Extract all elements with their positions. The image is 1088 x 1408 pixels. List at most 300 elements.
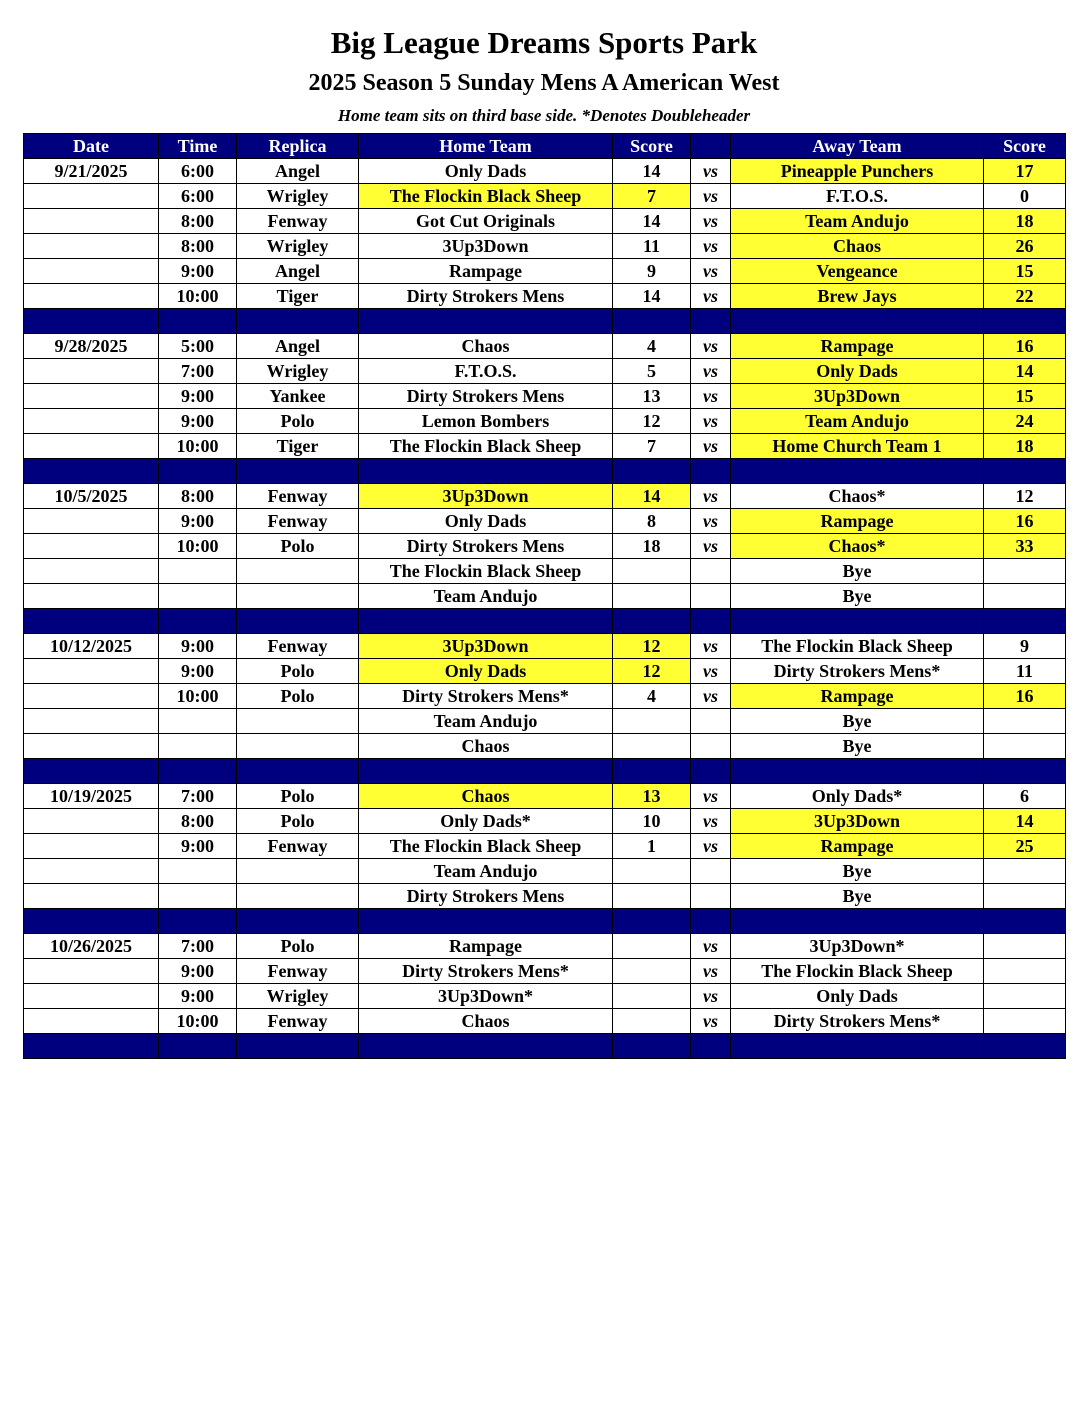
replica-cell <box>237 734 359 759</box>
time-cell: 9:00 <box>159 834 237 859</box>
home-team-cell: Lemon Bombers <box>359 409 613 434</box>
home-score-cell <box>613 984 691 1009</box>
separator-cell <box>359 759 613 784</box>
home-score-cell: 14 <box>613 484 691 509</box>
replica-cell <box>237 709 359 734</box>
home-team-cell: Chaos <box>359 784 613 809</box>
replica-cell <box>237 559 359 584</box>
away-score-cell <box>984 859 1066 884</box>
away-score-cell <box>984 734 1066 759</box>
home-team-cell: Only Dads <box>359 159 613 184</box>
home-team-cell: The Flockin Black Sheep <box>359 559 613 584</box>
vs-cell: vs <box>691 809 731 834</box>
home-team-cell: Chaos <box>359 334 613 359</box>
date-cell <box>24 509 159 534</box>
date-cell <box>24 284 159 309</box>
away-team-cell: Only Dads <box>731 359 984 384</box>
vs-cell: vs <box>691 409 731 434</box>
separator-cell <box>24 909 159 934</box>
game-row <box>24 884 1066 909</box>
home-score-cell: 12 <box>613 409 691 434</box>
replica-cell: Polo <box>237 809 359 834</box>
date-cell: 10/12/2025 <box>24 634 159 659</box>
away-score-cell: 18 <box>984 434 1066 459</box>
separator-cell <box>24 309 159 334</box>
vs-cell: vs <box>691 1009 731 1034</box>
game-row <box>24 659 1066 684</box>
away-team-cell: Team Andujo <box>731 209 984 234</box>
away-score-cell: 0 <box>984 184 1066 209</box>
away-score-cell: 12 <box>984 484 1066 509</box>
doubleheader-note: Home team sits on third base side. *Denotes Doubleheader <box>337 106 751 125</box>
vs-cell: vs <box>691 534 731 559</box>
date-cell <box>24 734 159 759</box>
vs-cell <box>691 709 731 734</box>
time-cell: 9:00 <box>159 384 237 409</box>
week-separator-row <box>24 309 1066 334</box>
date-cell <box>24 584 159 609</box>
away-score-cell: 16 <box>984 509 1066 534</box>
game-row <box>24 184 1066 209</box>
away-team-cell: Pineapple Punchers <box>731 159 984 184</box>
game-row <box>24 259 1066 284</box>
time-cell <box>159 584 237 609</box>
separator-cell <box>237 609 359 634</box>
away-team-cell: Bye <box>731 709 984 734</box>
away-score-cell: 14 <box>984 359 1066 384</box>
time-cell <box>159 859 237 884</box>
time-cell: 10:00 <box>159 684 237 709</box>
date-cell <box>24 234 159 259</box>
away-score-cell: 11 <box>984 659 1066 684</box>
time-cell: 9:00 <box>159 959 237 984</box>
separator-cell <box>237 459 359 484</box>
home-team-cell: The Flockin Black Sheep <box>359 834 613 859</box>
separator-cell <box>613 459 691 484</box>
separator-cell <box>159 459 237 484</box>
away-score-cell: 33 <box>984 534 1066 559</box>
replica-cell: Polo <box>237 684 359 709</box>
home-team-cell: 3Up3Down <box>359 234 613 259</box>
home-team-cell: Team Andujo <box>359 709 613 734</box>
away-team-cell: Bye <box>731 884 984 909</box>
header-row <box>24 134 1066 159</box>
league-subtitle: 2025 Season 5 Sunday Mens A American West <box>308 70 780 96</box>
replica-cell: Polo <box>237 934 359 959</box>
away-team-cell: Dirty Strokers Mens* <box>731 1009 984 1034</box>
away-team-cell: Dirty Strokers Mens* <box>731 659 984 684</box>
game-row <box>24 859 1066 884</box>
home-score-cell <box>613 934 691 959</box>
home-team-cell: 3Up3Down <box>359 634 613 659</box>
vs-cell: vs <box>691 384 731 409</box>
vs-cell <box>691 859 731 884</box>
schedule-table <box>23 133 1066 1059</box>
separator-cell <box>613 909 691 934</box>
separator-cell <box>613 1034 691 1059</box>
home-score-cell <box>613 734 691 759</box>
separator-cell <box>691 459 731 484</box>
vs-cell <box>691 734 731 759</box>
replica-cell: Wrigley <box>237 359 359 384</box>
date-cell: 10/26/2025 <box>24 934 159 959</box>
separator-cell <box>24 459 159 484</box>
away-score-cell <box>984 709 1066 734</box>
time-cell: 7:00 <box>159 784 237 809</box>
time-cell: 8:00 <box>159 234 237 259</box>
date-cell <box>24 384 159 409</box>
home-team-cell: 3Up3Down* <box>359 984 613 1009</box>
game-row <box>24 809 1066 834</box>
away-score-cell: 18 <box>984 209 1066 234</box>
away-score-cell: 22 <box>984 284 1066 309</box>
away-team-cell: Bye <box>731 584 984 609</box>
away-score-cell: 16 <box>984 684 1066 709</box>
home-team-cell: Got Cut Originals <box>359 209 613 234</box>
replica-cell: Fenway <box>237 209 359 234</box>
date-cell <box>24 659 159 684</box>
time-cell <box>159 709 237 734</box>
separator-cell <box>731 309 984 334</box>
game-row <box>24 434 1066 459</box>
home-team-cell: Dirty Strokers Mens <box>359 534 613 559</box>
time-cell: 9:00 <box>159 659 237 684</box>
replica-cell: Fenway <box>237 959 359 984</box>
week-separator-row <box>24 759 1066 784</box>
vs-cell: vs <box>691 159 731 184</box>
away-team-cell: 3Up3Down* <box>731 934 984 959</box>
home-team-cell: Dirty Strokers Mens* <box>359 959 613 984</box>
replica-cell: Fenway <box>237 509 359 534</box>
away-score-cell: 17 <box>984 159 1066 184</box>
replica-cell: Tiger <box>237 434 359 459</box>
separator-cell <box>359 1034 613 1059</box>
separator-cell <box>359 459 613 484</box>
time-cell: 8:00 <box>159 484 237 509</box>
game-row <box>24 359 1066 384</box>
date-cell <box>24 434 159 459</box>
replica-cell: Wrigley <box>237 184 359 209</box>
time-cell: 10:00 <box>159 534 237 559</box>
separator-cell <box>691 909 731 934</box>
vs-cell <box>691 884 731 909</box>
separator-cell <box>691 1034 731 1059</box>
separator-cell <box>159 609 237 634</box>
game-row <box>24 559 1066 584</box>
away-team-cell: Team Andujo <box>731 409 984 434</box>
home-team-cell: Dirty Strokers Mens <box>359 384 613 409</box>
away-score-cell: 24 <box>984 409 1066 434</box>
game-row <box>24 684 1066 709</box>
away-score-cell <box>984 934 1066 959</box>
game-row <box>24 484 1066 509</box>
time-cell: 8:00 <box>159 209 237 234</box>
date-cell <box>24 359 159 384</box>
game-row <box>24 709 1066 734</box>
game-row <box>24 384 1066 409</box>
page-title: Big League Dreams Sports Park <box>330 25 758 60</box>
home-score-cell: 9 <box>613 259 691 284</box>
replica-cell <box>237 884 359 909</box>
separator-cell <box>613 309 691 334</box>
date-cell: 9/28/2025 <box>24 334 159 359</box>
date-cell <box>24 209 159 234</box>
home-score-cell: 12 <box>613 634 691 659</box>
vs-cell: vs <box>691 484 731 509</box>
vs-cell: vs <box>691 509 731 534</box>
away-score-cell: 15 <box>984 259 1066 284</box>
away-score-cell: 9 <box>984 634 1066 659</box>
date-cell <box>24 409 159 434</box>
vs-cell: vs <box>691 784 731 809</box>
separator-cell <box>613 609 691 634</box>
date-cell <box>24 809 159 834</box>
home-score-cell: 13 <box>613 384 691 409</box>
vs-cell: vs <box>691 634 731 659</box>
header-away-team: Away Team <box>731 134 984 159</box>
home-team-cell: Dirty Strokers Mens <box>359 284 613 309</box>
date-cell <box>24 684 159 709</box>
separator-cell <box>731 1034 984 1059</box>
home-score-cell <box>613 1009 691 1034</box>
game-row <box>24 959 1066 984</box>
week-separator-row <box>24 609 1066 634</box>
separator-cell <box>237 909 359 934</box>
game-row <box>24 234 1066 259</box>
away-score-cell <box>984 959 1066 984</box>
home-score-cell <box>613 709 691 734</box>
date-cell <box>24 259 159 284</box>
date-cell <box>24 859 159 884</box>
away-score-cell: 26 <box>984 234 1066 259</box>
time-cell <box>159 884 237 909</box>
game-row <box>24 834 1066 859</box>
week-separator-row <box>24 909 1066 934</box>
home-score-cell <box>613 584 691 609</box>
home-score-cell: 13 <box>613 784 691 809</box>
week-separator-row <box>24 1034 1066 1059</box>
game-row <box>24 584 1066 609</box>
away-team-cell: Chaos* <box>731 534 984 559</box>
home-score-cell: 1 <box>613 834 691 859</box>
game-row <box>24 209 1066 234</box>
time-cell: 10:00 <box>159 1009 237 1034</box>
separator-cell <box>984 759 1066 784</box>
away-team-cell: Chaos* <box>731 484 984 509</box>
away-team-cell: Home Church Team 1 <box>731 434 984 459</box>
header-away-score: Score <box>984 134 1066 159</box>
separator-cell <box>984 459 1066 484</box>
date-cell: 10/19/2025 <box>24 784 159 809</box>
away-score-cell: 6 <box>984 784 1066 809</box>
game-row <box>24 409 1066 434</box>
vs-cell: vs <box>691 659 731 684</box>
home-team-cell: Dirty Strokers Mens <box>359 884 613 909</box>
separator-cell <box>159 909 237 934</box>
home-score-cell <box>613 884 691 909</box>
away-score-cell <box>984 1009 1066 1034</box>
date-cell <box>24 559 159 584</box>
away-team-cell: Bye <box>731 559 984 584</box>
replica-cell: Polo <box>237 534 359 559</box>
home-score-cell: 4 <box>613 334 691 359</box>
game-row <box>24 934 1066 959</box>
game-row <box>24 984 1066 1009</box>
header-time: Time <box>159 134 237 159</box>
separator-cell <box>691 609 731 634</box>
separator-cell <box>691 759 731 784</box>
home-score-cell: 14 <box>613 209 691 234</box>
away-team-cell: Chaos <box>731 234 984 259</box>
schedule-body <box>24 159 1066 1059</box>
home-team-cell: The Flockin Black Sheep <box>359 434 613 459</box>
home-score-cell: 7 <box>613 434 691 459</box>
replica-cell: Polo <box>237 784 359 809</box>
time-cell <box>159 559 237 584</box>
game-row <box>24 1009 1066 1034</box>
separator-cell <box>159 309 237 334</box>
separator-cell <box>731 459 984 484</box>
away-score-cell <box>984 584 1066 609</box>
game-row <box>24 334 1066 359</box>
away-score-cell <box>984 559 1066 584</box>
separator-cell <box>731 909 984 934</box>
game-row <box>24 159 1066 184</box>
time-cell: 8:00 <box>159 809 237 834</box>
home-score-cell: 5 <box>613 359 691 384</box>
separator-cell <box>24 759 159 784</box>
week-separator-row <box>24 459 1066 484</box>
game-row <box>24 509 1066 534</box>
home-score-cell: 8 <box>613 509 691 534</box>
separator-cell <box>237 1034 359 1059</box>
time-cell: 9:00 <box>159 259 237 284</box>
home-team-cell: F.T.O.S. <box>359 359 613 384</box>
vs-cell: vs <box>691 184 731 209</box>
vs-cell: vs <box>691 284 731 309</box>
home-score-cell: 11 <box>613 234 691 259</box>
replica-cell <box>237 859 359 884</box>
header-replica: Replica <box>237 134 359 159</box>
vs-cell <box>691 584 731 609</box>
separator-cell <box>24 609 159 634</box>
date-cell <box>24 1009 159 1034</box>
time-cell <box>159 734 237 759</box>
replica-cell: Angel <box>237 334 359 359</box>
home-team-cell: Dirty Strokers Mens* <box>359 684 613 709</box>
home-score-cell: 14 <box>613 284 691 309</box>
separator-cell <box>359 309 613 334</box>
separator-cell <box>237 309 359 334</box>
home-team-cell: Chaos <box>359 734 613 759</box>
home-team-cell: Rampage <box>359 259 613 284</box>
away-team-cell: 3Up3Down <box>731 809 984 834</box>
away-team-cell: Rampage <box>731 509 984 534</box>
home-team-cell: Only Dads <box>359 659 613 684</box>
date-cell <box>24 184 159 209</box>
replica-cell: Wrigley <box>237 984 359 1009</box>
away-team-cell: Only Dads <box>731 984 984 1009</box>
replica-cell: Polo <box>237 409 359 434</box>
replica-cell: Wrigley <box>237 234 359 259</box>
home-score-cell <box>613 959 691 984</box>
vs-cell: vs <box>691 359 731 384</box>
home-score-cell: 14 <box>613 159 691 184</box>
time-cell: 9:00 <box>159 634 237 659</box>
away-team-cell: The Flockin Black Sheep <box>731 959 984 984</box>
home-team-cell: Rampage <box>359 934 613 959</box>
replica-cell: Yankee <box>237 384 359 409</box>
away-team-cell: The Flockin Black Sheep <box>731 634 984 659</box>
game-row <box>24 784 1066 809</box>
home-team-cell: Only Dads* <box>359 809 613 834</box>
separator-cell <box>159 1034 237 1059</box>
vs-cell: vs <box>691 434 731 459</box>
header-vs <box>691 134 731 159</box>
separator-cell <box>984 909 1066 934</box>
date-cell: 9/21/2025 <box>24 159 159 184</box>
date-cell <box>24 709 159 734</box>
separator-cell <box>237 759 359 784</box>
away-score-cell: 15 <box>984 384 1066 409</box>
separator-cell <box>984 1034 1066 1059</box>
replica-cell: Angel <box>237 259 359 284</box>
vs-cell: vs <box>691 959 731 984</box>
away-team-cell: Rampage <box>731 834 984 859</box>
vs-cell: vs <box>691 334 731 359</box>
time-cell: 7:00 <box>159 359 237 384</box>
time-cell: 9:00 <box>159 409 237 434</box>
away-team-cell: F.T.O.S. <box>731 184 984 209</box>
replica-cell: Angel <box>237 159 359 184</box>
time-cell: 10:00 <box>159 434 237 459</box>
header-date: Date <box>24 134 159 159</box>
home-team-cell: Only Dads <box>359 509 613 534</box>
away-score-cell: 25 <box>984 834 1066 859</box>
home-score-cell <box>613 559 691 584</box>
vs-cell: vs <box>691 209 731 234</box>
time-cell: 6:00 <box>159 184 237 209</box>
home-score-cell: 7 <box>613 184 691 209</box>
vs-cell: vs <box>691 684 731 709</box>
header-home-score: Score <box>613 134 691 159</box>
away-team-cell: Rampage <box>731 334 984 359</box>
replica-cell: Fenway <box>237 634 359 659</box>
date-cell <box>24 984 159 1009</box>
replica-cell <box>237 584 359 609</box>
schedule-header <box>24 134 1066 159</box>
separator-cell <box>691 309 731 334</box>
separator-cell <box>359 609 613 634</box>
home-team-cell: 3Up3Down <box>359 484 613 509</box>
game-row <box>24 634 1066 659</box>
away-score-cell <box>984 984 1066 1009</box>
game-row <box>24 734 1066 759</box>
game-row <box>24 534 1066 559</box>
home-team-cell: Team Andujo <box>359 584 613 609</box>
separator-cell <box>731 759 984 784</box>
away-team-cell: Only Dads* <box>731 784 984 809</box>
away-team-cell: Vengeance <box>731 259 984 284</box>
home-team-cell: The Flockin Black Sheep <box>359 184 613 209</box>
vs-cell: vs <box>691 984 731 1009</box>
separator-cell <box>613 759 691 784</box>
vs-cell: vs <box>691 934 731 959</box>
home-score-cell <box>613 859 691 884</box>
vs-cell: vs <box>691 259 731 284</box>
replica-cell: Polo <box>237 659 359 684</box>
time-cell: 6:00 <box>159 159 237 184</box>
